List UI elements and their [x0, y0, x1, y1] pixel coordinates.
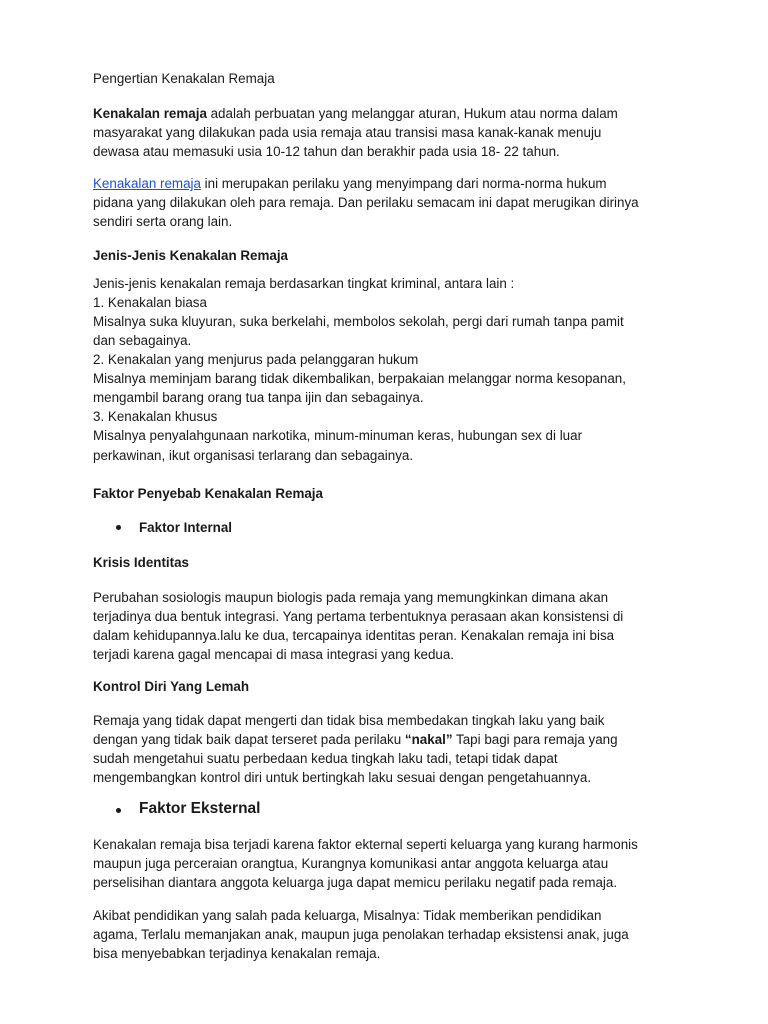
- bullet-icon: [116, 808, 121, 813]
- nakal-emphasis: “nakal”: [404, 732, 453, 747]
- kontrol-line2-a: dengan yang tidak baik dapat terseret pada perilaku: [93, 732, 405, 747]
- akibat-line: bisa menyebabkan terjadinya kenakalan remaja.: [93, 946, 381, 961]
- faktor-internal-label: Faktor Internal: [139, 520, 233, 535]
- krisis-line: Perubahan sosiologis maupun biologis pada remaja yang memungkinkan dimana akan: [93, 590, 609, 605]
- kontrol-paragraph: [93, 711, 693, 787]
- faktor-eksternal-item: [93, 799, 693, 821]
- krisis-line: terjadi karena gagal mencapai di masa integrasi yang kedua.: [93, 647, 455, 662]
- kontrol-heading: Kontrol Diri Yang Lemah: [93, 679, 249, 694]
- eksternal-line: maupun juga perceraian orangtua, Kurangnya komunikasi antar anggota keluarga atau: [93, 856, 609, 871]
- akibat-line: Akibat pendidikan yang salah pada keluarga, Misalnya: Tidak memberikan pendidikan: [93, 908, 602, 923]
- akibat-line: agama, Terlalu memanjakan anak, maupun juga penolakan terhadap eksistensi anak, juga: [93, 927, 629, 942]
- krisis-heading: Krisis Identitas: [93, 555, 189, 570]
- intro-line3: dewasa atau memasuki usia 10-12 tahun dan berakhir pada usia 18- 22 tahun.: [93, 144, 560, 159]
- kontrol-line2-b: Tapi bagi para remaja yang: [452, 732, 618, 747]
- jenis-line: 1. Kenakalan biasa: [93, 295, 207, 310]
- jenis-line: perkawinan, ikut organisasi terlarang dan sebagainya.: [93, 448, 414, 463]
- kontrol-line1: Remaja yang tidak dapat mengerti dan tidak bisa membedakan tingkah laku yang baik: [93, 713, 605, 728]
- jenis-line: 2. Kenakalan yang menjurus pada pelanggaran hukum: [93, 352, 419, 367]
- kontrol-line4: mengembangkan kontrol diri untuk bertingkah laku sesuai dengan pengetahuannya.: [93, 770, 592, 785]
- jenis-line: mengambil barang orang tua tanpa ijin dan sebagainya.: [93, 390, 424, 405]
- jenis-line: dan sebagainya.: [93, 333, 192, 348]
- faktor-internal-item: [93, 518, 693, 537]
- para2-line3: sendiri serta orang lain.: [93, 214, 233, 229]
- kenakalan-remaja-link[interactable]: Kenakalan remaja: [93, 176, 201, 191]
- jenis-line: Misalnya suka kluyuran, suka berkelahi, membolos sekolah, pergi dari rumah tanpa pamit: [93, 314, 624, 329]
- intro-line1: adalah perbuatan yang melanggar aturan, Hukum atau norma dalam: [206, 106, 618, 121]
- eksternal-line: perselisihan diantara anggota keluarga juga dapat memicu perilaku negatif pada remaja.: [93, 875, 618, 890]
- eksternal-line: Kenakalan remaja bisa terjadi karena faktor ekternal seperti keluarga yang kurang harmonis: [93, 837, 638, 852]
- bullet-icon: [116, 525, 121, 530]
- krisis-paragraph: [93, 588, 693, 664]
- jenis-heading: Jenis-Jenis Kenakalan Remaja: [93, 248, 289, 263]
- jenis-line: Misalnya meminjam barang tidak dikembalikan, berpakaian melanggar norma kesopanan,: [93, 371, 626, 386]
- jenis-list: [93, 274, 693, 465]
- para2-line2: pidana yang dilakukan oleh para remaja. Dan perilaku semacam ini dapat merugikan dirinya: [93, 195, 639, 210]
- page-title: Pengertian Kenakalan Remaja: [93, 71, 275, 86]
- intro-bold-term: Kenakalan remaja: [93, 106, 207, 121]
- krisis-line: terjadinya dua bentuk integrasi. Yang pertama terbentuknya perasaan akan konsistensi di: [93, 609, 624, 624]
- jenis-line: Misalnya penyalahgunaan narkotika, minum-minuman keras, hubungan sex di luar: [93, 428, 583, 443]
- para2-line1: ini merupakan perilaku yang menyimpang dari norma-norma hukum: [200, 176, 607, 191]
- intro-paragraph: [93, 104, 693, 161]
- jenis-line: Jenis-jenis kenakalan remaja berdasarkan tingkat kriminal, antara lain :: [93, 276, 515, 291]
- faktor-heading: Faktor Penyebab Kenakalan Remaja: [93, 486, 323, 501]
- intro-line2: masyarakat yang dilakukan pada usia remaja atau transisi masa kanak-kanak menuju: [93, 125, 602, 140]
- definition-paragraph: [93, 174, 693, 231]
- jenis-line: 3. Kenakalan khusus: [93, 409, 218, 424]
- kontrol-line3: sudah mengetahui suatu perbedaan kedua tingkah laku tadi, tetapi tidak dapat: [93, 751, 558, 766]
- eksternal-paragraph: [93, 835, 693, 892]
- krisis-line: dalam kehidupannya.lalu ke dua, tercapainya identitas peran. Kenakalan remaja ini bisa: [93, 628, 615, 643]
- faktor-eksternal-label: Faktor Eksternal: [139, 800, 261, 817]
- akibat-paragraph: [93, 906, 693, 963]
